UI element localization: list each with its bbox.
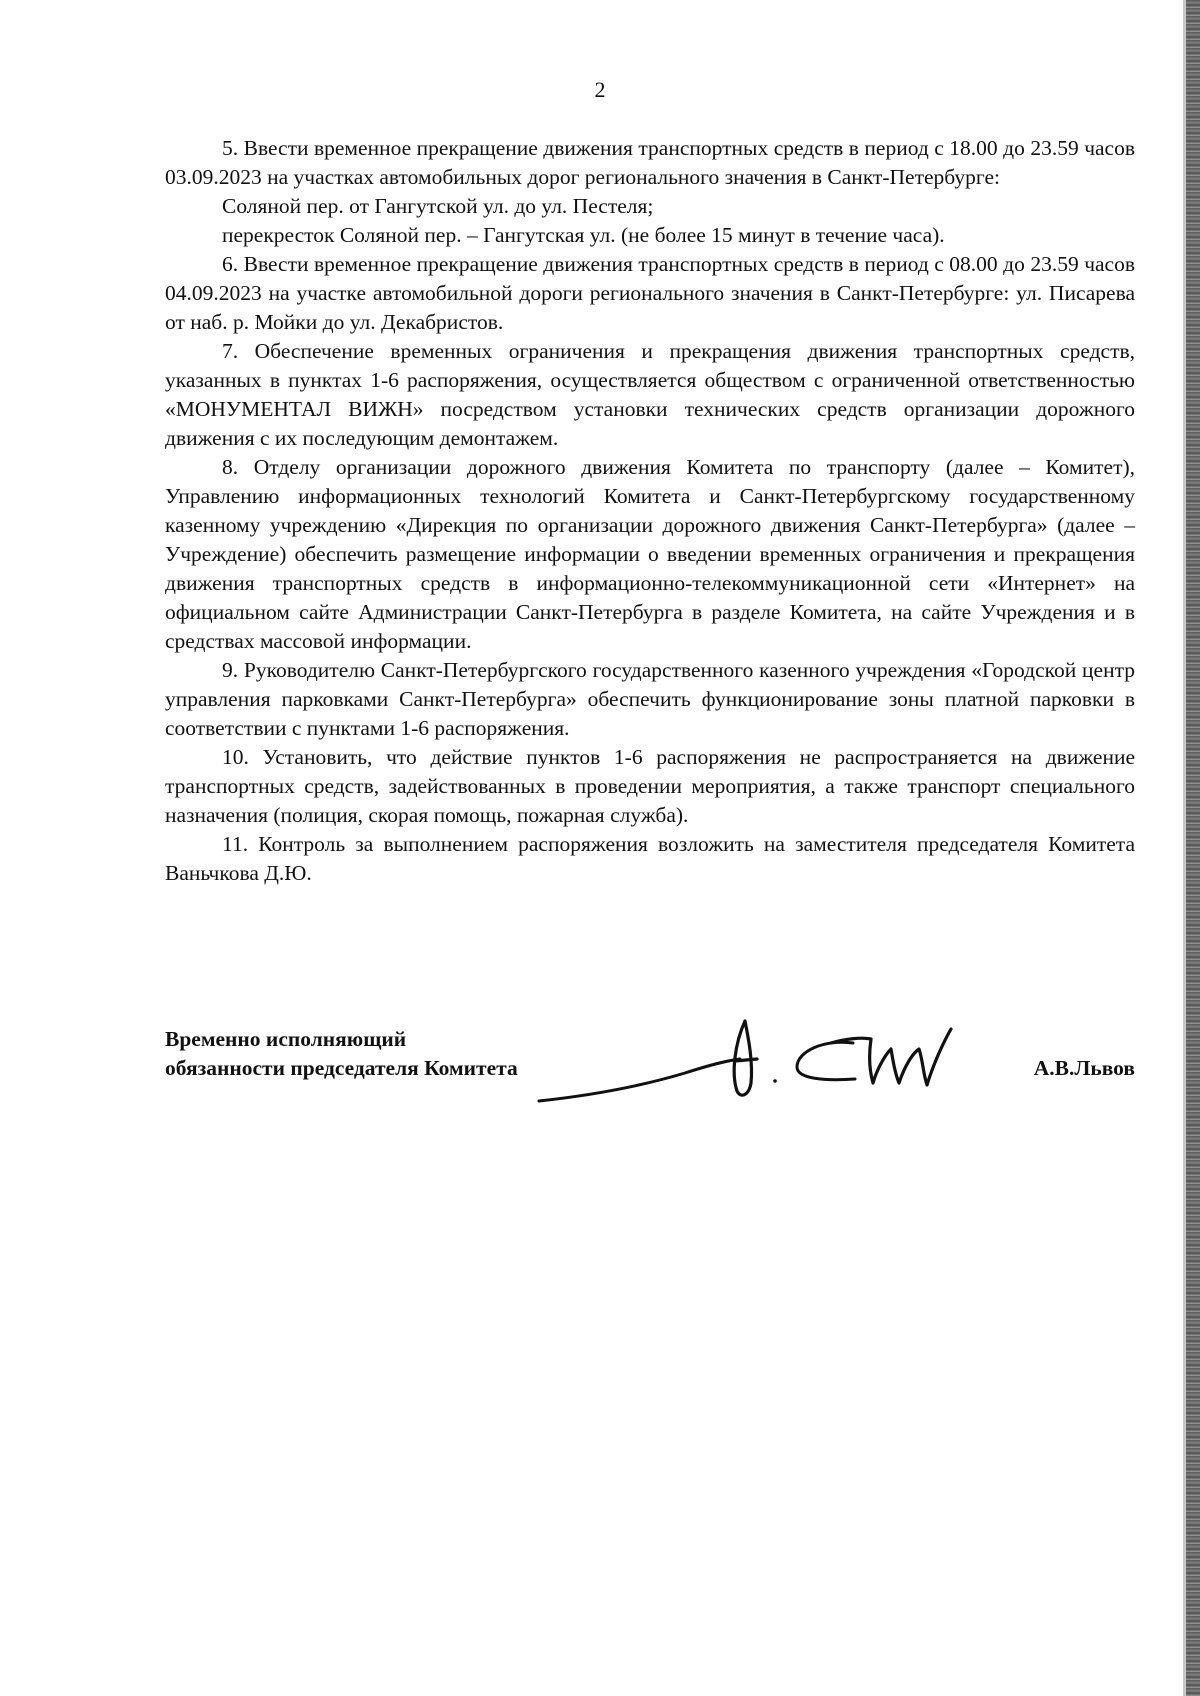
signatory-name: А.В.Львов — [1033, 1056, 1135, 1080]
paragraph-item-10: 10. Установить, что действие пунктов 1-6 распоряжения не распространяется на движение транспортных средств, задействованных в проведении мероприятия, а также транспорт специального назначения (полиция, скорая помощь, пожарная служба). — [165, 745, 1135, 827]
signatory-position-line-1: Временно исполняющий — [165, 1027, 407, 1051]
paragraph-item-8: 8. Отделу организации дорожного движения Комитета по транспорту (далее – Комитет), Управлению информационных технологий Комитета и Санкт-Петербургскому государственному казенному учреждению «Дирекция по организации дорожного движения Санкт-Петербурга» (далее – Учреждение) обеспечить размещение информации о введении временных ограничения и прекращения движения транспортных средств в информационно-телекоммуникационной сети «Интернет» на официальном сайте Администрации Санкт-Петербурга в разделе Комитета, на сайте Учреждения и в средствах массовой информации. — [165, 455, 1135, 653]
paragraph-item-11: 11. Контроль за выполнением распоряжения возложить на заместителя председателя Комитета Ваньчкова Д.Ю. — [165, 832, 1135, 885]
paragraph-item-6: 6. Ввести временное прекращение движения транспортных средств в период с 08.00 до 23.59 часов 04.09.2023 на участке автомобильной дороги регионального значения в Санкт-Петербурге: ул. Писарева от наб. р. Мойки до ул. Декабристов. — [165, 252, 1135, 334]
signatory-position — [165, 1025, 518, 1083]
signatory-position-line-2: обязанности председателя Комитета — [165, 1056, 518, 1080]
scan-edge-border — [1186, 0, 1200, 1696]
paragraph-item-7: 7. Обеспечение временных ограничения и прекращения движения транспортных средств, указанных в пунктах 1-6 распоряжения, осуществляется обществом с ограниченной ответственностью «МОНУМЕНТАЛ ВИЖН» посредством установки технических средств организации дорожного движения с их последующим демонтажем. — [165, 339, 1135, 450]
paragraph-street-soljanoy: Соляной пер. от Гангутской ул. до ул. Пестеля; — [222, 194, 654, 218]
paragraph-intersection: перекресток Соляной пер. – Гангутская ул. (не более 15 минут в течение часа). — [222, 223, 945, 247]
handwritten-signature — [535, 1003, 955, 1113]
signature-block — [165, 1025, 1135, 1135]
paragraph-item-5: 5. Ввести временное прекращение движения транспортных средств в период с 18.00 до 23.59 часов 03.09.2023 на участках автомобильных дорог регионального значения в Санкт-Петербурге: — [165, 136, 1135, 189]
page-number: 2 — [594, 77, 606, 102]
paragraph-item-9: 9. Руководителю Санкт-Петербургского государственного казенного учреждения «Городской центр управления парковками Санкт-Петербурга» обеспечить функционирование зоны платной парковки в соответствии с пунктами 1-6 распоряжения. — [165, 658, 1135, 740]
document-body — [165, 134, 1135, 888]
